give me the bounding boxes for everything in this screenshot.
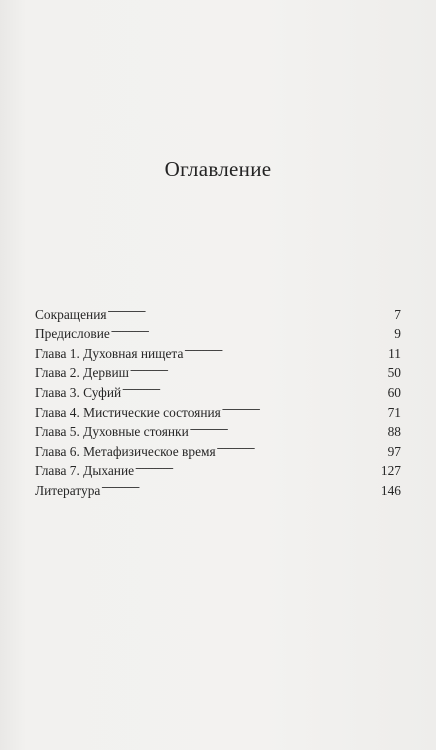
toc-leader-dots — [111, 319, 393, 339]
toc-entry-page: 97 — [387, 443, 401, 459]
toc-entry-label: Глава 7. Дыхание — [35, 463, 135, 479]
toc-entry-page: 146 — [380, 482, 401, 498]
toc-entry-label: Глава 4. Мистические состояния — [35, 404, 221, 420]
toc-entry-page: 88 — [387, 424, 401, 440]
toc-entry-page: 7 — [394, 306, 401, 322]
toc-entry-page: 11 — [388, 345, 401, 361]
table-of-contents — [35, 299, 401, 498]
toc-leader-dots — [184, 338, 387, 358]
toc-entry-label: Глава 1. Духовная нищета — [35, 345, 184, 361]
toc-leader-dots — [222, 397, 387, 417]
toc-entry-label: Литература — [35, 482, 101, 498]
toc-entry-label: Глава 5. Духовные стоянки — [35, 424, 189, 440]
toc-leader-dots — [135, 456, 380, 476]
toc-entry-page: 9 — [394, 326, 401, 342]
toc-leader-dots — [217, 436, 387, 456]
toc-leader-dots — [122, 377, 386, 397]
toc-entry-label: Глава 3. Суфий — [35, 384, 122, 400]
toc-entry[interactable] — [35, 299, 401, 322]
toc-leader-dots — [190, 417, 387, 437]
toc-entry-page: 50 — [387, 365, 401, 381]
toc-entry-label: Глава 2. Дервиш — [35, 365, 129, 381]
toc-leader-dots — [108, 299, 394, 319]
page-title: Оглавление — [164, 157, 272, 181]
toc-entry-label: Глава 6. Метафизическое время — [35, 443, 216, 459]
toc-entry-page: 71 — [387, 404, 401, 420]
toc-leader-dots — [101, 475, 380, 495]
toc-entry-page: 127 — [380, 463, 401, 479]
toc-entry-label: Сокращения — [35, 306, 107, 322]
toc-entry-page: 60 — [387, 384, 401, 400]
toc-entry-label: Предисловие — [35, 326, 110, 342]
toc-leader-dots — [130, 358, 387, 378]
